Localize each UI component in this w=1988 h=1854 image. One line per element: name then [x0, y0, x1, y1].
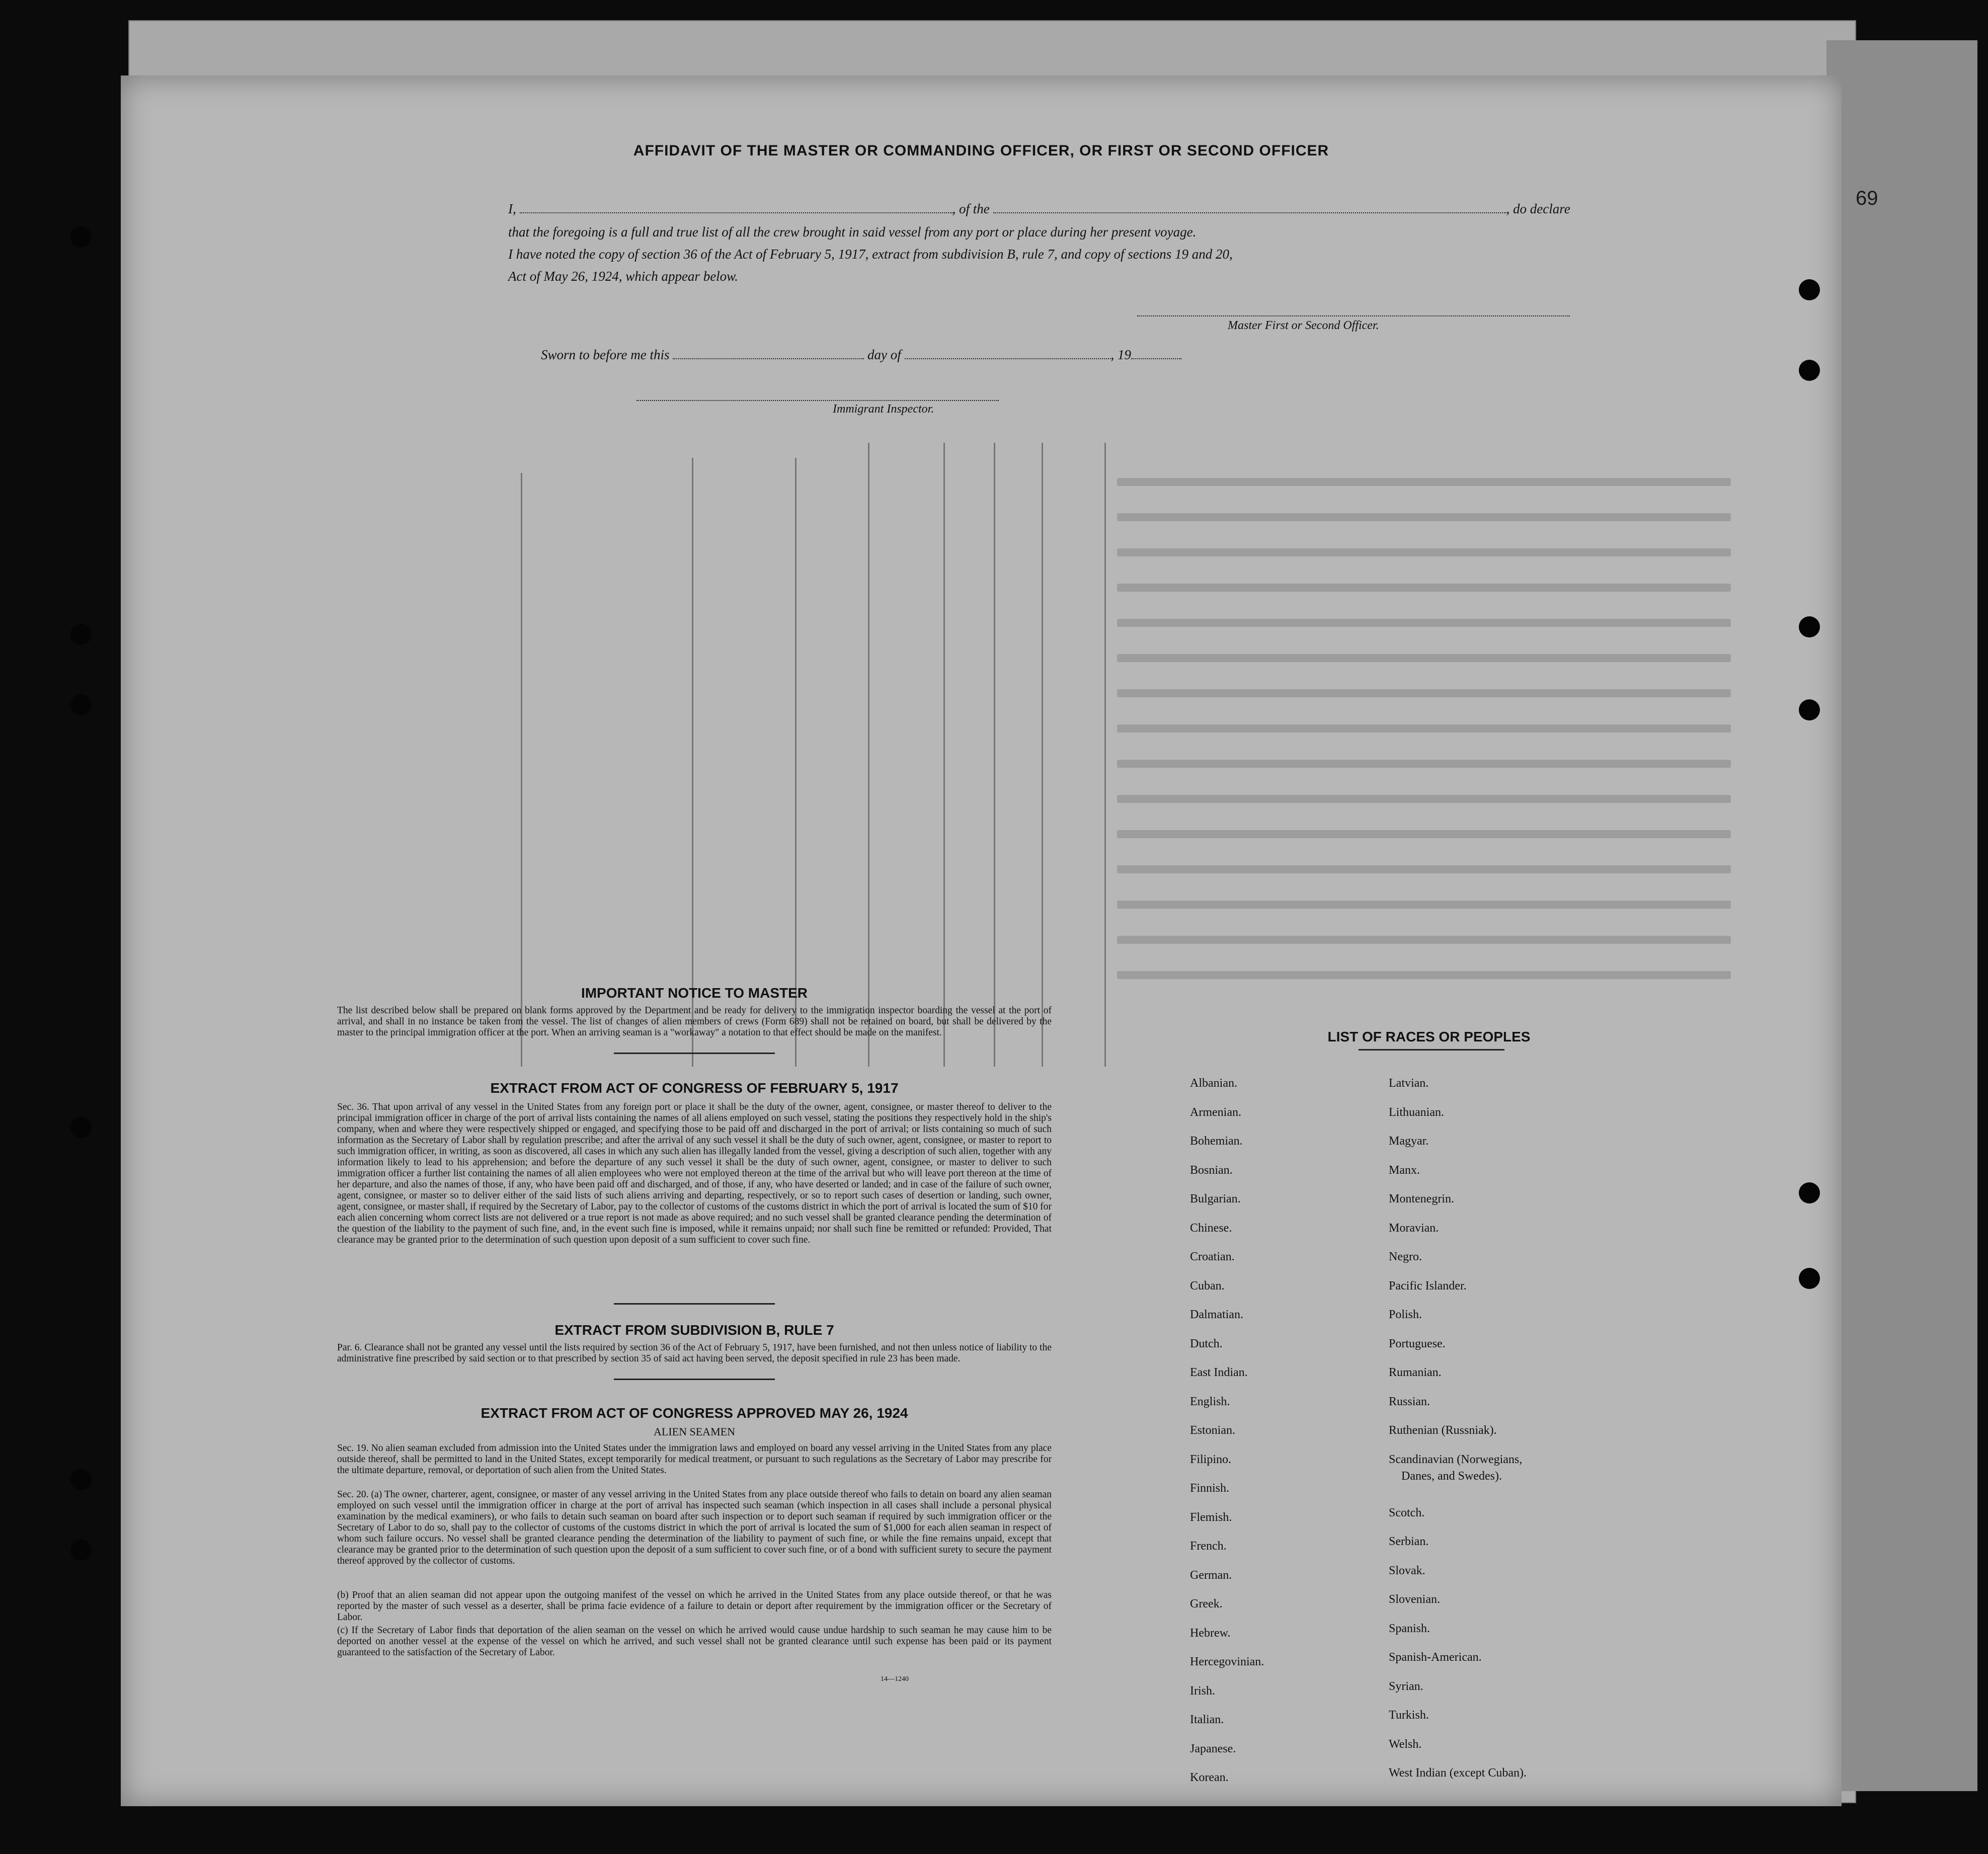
race-item-right: Syrian. — [1389, 1679, 1423, 1693]
race-item-left: Croatian. — [1190, 1250, 1235, 1263]
affidavit-of-the: , of the — [952, 201, 990, 216]
binder-hole — [70, 624, 92, 645]
race-item-left: Bosnian. — [1190, 1163, 1233, 1177]
race-item-right: Slovenian. — [1389, 1593, 1440, 1606]
bleed-through-row — [1117, 865, 1731, 873]
inspector-signature-line[interactable] — [637, 400, 999, 401]
rule-7-text: Par. 6. Clearance shall not be granted any vessel until the lists required by section 36 of the Act of February 5, 1917, have been furnished, and not then unless notice of liability to the administrative fine prescribed by said section or to that prescribed by section 35 of said act having been served, the deposit specified in rule 23 has been made. — [337, 1342, 1052, 1364]
race-item-left: Hercegovinian. — [1190, 1655, 1264, 1668]
notice-text: The list described below shall be prepared on blank forms approved by the Department and be ready for delivery to the immigration inspector boarding the vessel at the port of arrival, and shall in no instance be taken from the vessel. The list of changes of alien members of crews (Form 689) shall not be retained on board, but shall be delivered by the master to the principal immigration officer at the port. When an arriving seaman is a "workaway" a notation to that effect should be made on the manifest. — [337, 1005, 1052, 1038]
race-item-left: Estonian. — [1190, 1424, 1235, 1437]
race-item-right: Montenegrin. — [1389, 1192, 1454, 1205]
sec-20c-text: (c) If the Secretary of Labor finds that deportation of the alien seaman on the vessel on which he arrived would cause undue hardship to such seaman he may cause him to be deported on another vessel at the expense of the vessel on which he arrived, and such vessel shall not be granted clearance until such expense has been paid or its payment guaranteed to the satisfaction of the Secretary of Labor. — [337, 1625, 1052, 1658]
race-item-left: Dutch. — [1190, 1337, 1223, 1350]
race-item-right: Slovak. — [1389, 1564, 1425, 1577]
race-item-left: Japanese. — [1190, 1742, 1236, 1755]
bleed-through-line — [868, 443, 869, 1067]
race-item-left: Chinese. — [1190, 1221, 1232, 1235]
bleed-through-line — [994, 443, 995, 1067]
bleed-through-row — [1117, 795, 1731, 803]
binder-hole — [1799, 1182, 1820, 1203]
race-item-left: Korean. — [1190, 1771, 1229, 1784]
binder-hole — [70, 1117, 92, 1138]
binder-hole — [1799, 360, 1820, 381]
race-item-left: East Indian. — [1190, 1366, 1248, 1379]
affidavit-declaration-line — [508, 201, 1570, 217]
bleed-through-line — [692, 458, 693, 1067]
binder-hole — [1799, 1268, 1820, 1289]
bleed-through-row — [1117, 478, 1731, 486]
race-item-right: Moravian. — [1389, 1221, 1439, 1235]
race-item-right: Turkish. — [1389, 1709, 1429, 1722]
race-item-right: Spanish-American. — [1389, 1651, 1482, 1664]
race-item-right: Manx. — [1389, 1163, 1420, 1177]
affidavit-title: AFFIDAVIT OF THE MASTER OR COMMANDING OFFICER, OR FIRST OR SECOND OFFICER — [633, 142, 1329, 159]
binder-hole — [1799, 699, 1820, 720]
race-item-right: Spanish. — [1389, 1622, 1430, 1635]
race-item-left: French. — [1190, 1540, 1227, 1553]
bleed-through-row — [1117, 760, 1731, 768]
race-item-right: Portuguese. — [1389, 1337, 1446, 1350]
race-item-left: Armenian. — [1190, 1105, 1241, 1119]
race-item-left: Bulgarian. — [1190, 1192, 1241, 1205]
affidavit-line-2: that the foregoing is a full and true list of all the crew brought in said vessel from any port or place during her present voyage. — [508, 224, 1197, 239]
bleed-through-row — [1117, 936, 1731, 944]
master-signature-line[interactable] — [1137, 315, 1570, 316]
alien-seamen-subtitle: ALIEN SEAMEN — [654, 1425, 735, 1438]
sworn-line — [541, 347, 1181, 363]
race-item-right: Pacific Islander. — [1389, 1279, 1467, 1293]
bleed-through-row — [1117, 901, 1731, 909]
race-item-left: Hebrew. — [1190, 1626, 1231, 1640]
race-item-left: Dalmatian. — [1190, 1308, 1243, 1321]
race-item-left: Bohemian. — [1190, 1135, 1243, 1148]
race-item-left: Flemish. — [1190, 1510, 1232, 1524]
races-title: LIST OF RACES OR PEOPLES — [1327, 1029, 1531, 1044]
race-item-right: Russian. — [1389, 1395, 1430, 1408]
race-item-right: Scandinavian (Norwegians, — [1389, 1453, 1523, 1466]
binder-hole — [1799, 279, 1820, 300]
binder-hole — [70, 1540, 92, 1561]
race-item-right: Ruthenian (Russniak). — [1389, 1424, 1497, 1437]
binder-hole — [1799, 616, 1820, 637]
binder-hole — [70, 226, 92, 248]
race-item-right: Welsh. — [1389, 1737, 1422, 1751]
race-item-right: West Indian (except Cuban). — [1389, 1766, 1527, 1780]
sec-20a-text: Sec. 20. (a) The owner, charterer, agent, consignee, or master of any vessel arriving in the United States from any place outside thereof who fails to detain on board any alien seaman employed on such vessel until the immigration officer in charge at the port of arrival has inspected such seaman (which inspection in all cases shall include a personal physical examination by the medical examiners), or who fails to detain such seaman on board after such inspection or to deport such seaman if required by such immigration officer or the Secretary of Labor to do so, shall pay to the collector of customs of the customs district in which the port of arrival is located the sum of $1,000 for each alien seaman in respect of whom such failure occurs. No vessel shall be granted clearance pending the determination of the liability to payment of such fine, or while the fine remains unpaid, except that clearance may be granted prior to the determination of such question upon the deposit of a sum sufficient to cover such fine, or of a bond with sufficient surety to secure the payment thereof approved by the collector of customs. — [337, 1489, 1052, 1566]
race-item-right: Polish. — [1389, 1308, 1422, 1321]
bleed-through-row — [1117, 724, 1731, 733]
section-divider — [614, 1053, 775, 1054]
affidavit-i: I, — [508, 201, 516, 216]
race-item-left: German. — [1190, 1568, 1232, 1582]
race-item-left: Albanian. — [1190, 1077, 1237, 1090]
race-item-right: Lithuanian. — [1389, 1105, 1444, 1119]
race-item-right: Rumanian. — [1389, 1366, 1442, 1379]
race-item-left: English. — [1190, 1395, 1230, 1408]
race-item-right: Danes, and Swedes). — [1401, 1469, 1502, 1483]
master-caption: Master First or Second Officer. — [1228, 319, 1379, 332]
notice-title: IMPORTANT NOTICE TO MASTER — [581, 985, 808, 1001]
bleed-through-line — [1042, 443, 1043, 1067]
race-item-left: Cuban. — [1190, 1279, 1225, 1293]
bleed-through-row — [1117, 584, 1731, 592]
race-item-right: Negro. — [1389, 1250, 1422, 1263]
races-divider — [1359, 1049, 1504, 1051]
rule-7-title: EXTRACT FROM SUBDIVISION B, RULE 7 — [554, 1322, 834, 1338]
extract-1924-title: EXTRACT FROM ACT OF CONGRESS APPROVED MAY 26, 1924 — [481, 1405, 908, 1421]
bleed-through-row — [1117, 971, 1731, 979]
race-item-left: Finnish. — [1190, 1482, 1230, 1495]
bleed-through-line — [521, 473, 522, 1067]
affidavit-declare: , do declare — [1506, 201, 1570, 216]
page-number-margin: 69 — [1856, 187, 1878, 209]
race-item-right: Magyar. — [1389, 1135, 1429, 1148]
sworn-year-prefix: , 19 — [1110, 347, 1131, 362]
binder-hole — [70, 694, 92, 715]
bleed-through-row — [1117, 619, 1731, 627]
bleed-through-line — [943, 443, 945, 1067]
section-divider — [614, 1303, 775, 1305]
race-item-left: Italian. — [1190, 1713, 1224, 1726]
race-item-right: Serbian. — [1389, 1535, 1429, 1548]
bleed-through-row — [1117, 830, 1731, 838]
race-item-left: Greek. — [1190, 1597, 1223, 1610]
sec-20b-text: (b) Proof that an alien seaman did not appear upon the outgoing manifest of the vessel on which he arrived in the United States from any place outside thereof, or that he was reported by the master of such vessel as a deserter, shall be prima facie evidence of a failure to detain or deport after requirement by the immigration officer or the Secretary of Labor. — [337, 1590, 1052, 1623]
sworn-year-blank[interactable] — [1131, 358, 1181, 359]
race-item-right: Latvian. — [1389, 1077, 1429, 1090]
sworn-day-of: day of — [867, 347, 901, 362]
extract-1917-text: Sec. 36. That upon arrival of any vessel in the United States from any foreign port or place it shall be the duty of the owner, agent, consignee, or master thereof to deliver to the principal immigration officer in charge of the port of arrival lists containing the names of all aliens employed on such vessel, stating the positions they respectively hold in the ship's company, when and where they were respectively shipped or engaged, and specifying those to be paid off and discharged in the port of arrival; or lists containing so much of such information as the Secretary of Labor shall by regulation prescribe; and after the arrival of any such vessel it shall be the duty of such owner, agent, consignee, or master to report to such immigration officer, in writing, as soon as discovered, all cases in which any such alien has illegally landed from the vessel, giving a description of such alien, together with any information likely to lead to his apprehension; and before the departure of any such vessel it shall be the duty of such owner, agent, consignee, or master to deliver to such immigration officer a further list containing the names of all alien employees who were not employed thereon at the time of the arrival but who will leave port thereon at the time of her departure, and also the names of those, if any, who have been paid off and discharged, and of those, if any, who have deserted or landed; and in case of the failure of such owner, agent, consignee, or master so to deliver either of the said lists of such aliens arriving and departing, respectively, or so to report such cases of desertion or landing, such owner, agent, consignee, or master shall, if required by the Secretary of Labor, pay to the collector of customs of the customs district in which the port of arrival is located the sum of $10 for each alien concerning whom correct lists are not delivered or a true report is not made as above required; and no such vessel shall be granted clearance pending the determination of the question of the liability to the payment of such fine, and, in the event such fine is imposed, while it remains unpaid; nor shall such fine be remitted or refunded: Provided, That clearance may be granted prior to the determination of such question upon deposit of a sum sufficient to cover such fine. — [337, 1102, 1052, 1245]
race-item-left: Irish. — [1190, 1684, 1215, 1698]
bleed-through-row — [1117, 513, 1731, 521]
sworn-before-me: Sworn to before me this — [541, 347, 670, 362]
binder-hole — [70, 1469, 92, 1490]
master-name-blank[interactable] — [520, 212, 952, 213]
bleed-through-row — [1117, 548, 1731, 556]
affidavit-line-3: I have noted the copy of section 36 of the Act of February 5, 1917, extract from subdivision B, rule 7, and copy of sections 19 and 20, — [508, 247, 1233, 262]
sworn-month-blank[interactable] — [905, 358, 1111, 359]
sec-19-text: Sec. 19. No alien seaman excluded from admission into the United States under the immigration laws and employed on board any vessel arriving in the United States from any place outside thereof, shall be permitted to land in the United States, except temporarily for medical treatment, or pursuant to such regulations as the Secretary of Labor may prescribe for the ultimate departure, removal, or deportation of such alien from the United States. — [337, 1443, 1052, 1476]
extract-1917-title: EXTRACT FROM ACT OF CONGRESS OF FEBRUARY 5, 1917 — [490, 1080, 899, 1096]
manifest-page — [121, 75, 1842, 1806]
bleed-through-line — [1104, 443, 1106, 1067]
underlying-sheet-edge — [1826, 40, 1977, 1791]
bleed-through-row — [1117, 689, 1731, 697]
race-item-left: Filipino. — [1190, 1453, 1232, 1466]
vessel-name-blank[interactable] — [993, 212, 1506, 213]
inspector-caption: Immigrant Inspector. — [833, 402, 934, 416]
bleed-through-row — [1117, 654, 1731, 662]
race-item-right: Scotch. — [1389, 1506, 1425, 1519]
bleed-through-line — [795, 458, 797, 1067]
affidavit-line-4: Act of May 26, 1924, which appear below. — [508, 269, 738, 284]
sworn-day-blank[interactable] — [673, 358, 864, 359]
form-number: 14—1240 — [881, 1675, 909, 1683]
section-divider — [614, 1379, 775, 1380]
